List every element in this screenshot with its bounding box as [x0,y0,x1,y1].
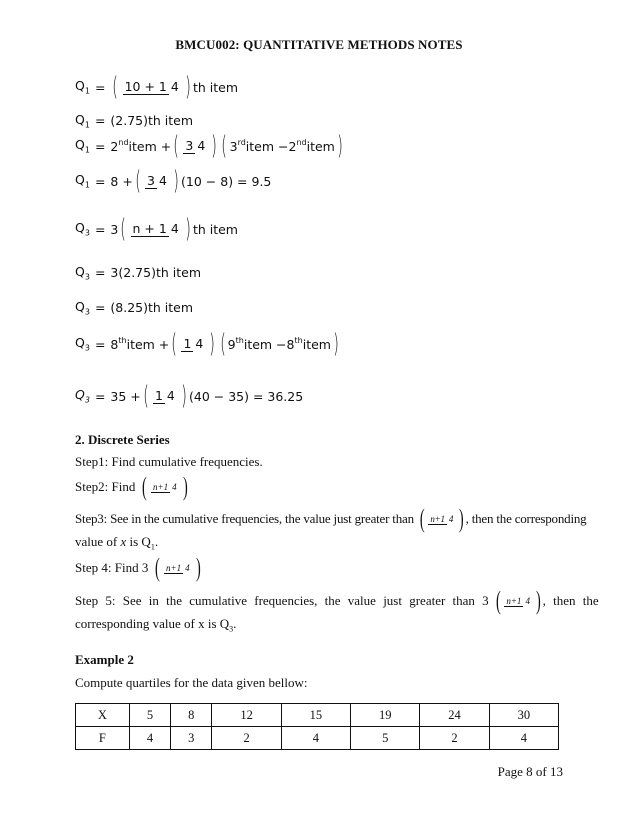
table-cell: 4 [281,727,350,750]
q3-position-value-line: $Q_3$ = (8.25)th item [75,299,194,317]
table-cell: 19 [351,704,420,727]
q1-position-line: $Q_1$ = (2.75)th item [75,112,194,130]
q3-position-line: $Q_3$ = 3(2.75)th item [75,264,201,282]
table-row [76,704,559,727]
q1-result-line: $Q_1$ = 8 + ( 3 4 ) (10 − 8) = 9.5 [75,166,272,196]
q1-formula-line: $Q_1$ = ( 10 + 1 4 ) th item [75,72,239,102]
table-cell: 12 [212,704,281,727]
step5-continuation: corresponding value of x is $Q_3$. [75,616,237,634]
q3-formula-line: $Q_3$ = 3 ( n + 1 4 ) th item [75,214,238,244]
table-cell: 2 [212,727,281,750]
table-cell: 15 [281,704,350,727]
table-cell: 5 [129,704,170,727]
table-cell: 4 [489,727,558,750]
table-row [76,727,559,750]
q3-result-line: $Q_3$ = 35 + ( 1 4 ) (40 − 35) = 36.25 [75,381,304,411]
step5-line: Step 5: See in the cumulative frequencies, the value just greater than 3 ( n+1 4 ) , then the [75,586,599,615]
table-cell: 5 [351,727,420,750]
example-heading: Example 2 [75,652,134,667]
step4-line: Step 4: Find 3 ( n+1 4 ) [75,553,201,582]
step3-line: Step3: See in the cumulative frequencies, the value just greater than ( n+1 4 ) , then the corresponding [75,504,587,533]
table-cell: 30 [489,704,558,727]
table-row-label: F [76,727,130,750]
page-header: BMCU002: QUANTITATIVE METHODS NOTES [175,37,463,52]
table-cell: 24 [420,704,489,727]
step2-line: Step2: Find ( n+1 4 ) [75,472,188,501]
example-instruction: Compute quartiles for the data given bellow: [75,675,308,690]
section-heading: 2. Discrete Series [75,432,170,447]
q3-interpolation-line: $Q_3$ = 8th item + ( 1 4 ) ( 9th item − 8th item ) [75,329,339,359]
table-cell: 8 [171,704,212,727]
table-row-label: X [76,704,130,727]
page-number: Page 8 of 13 [497,764,563,779]
step1-text: Step1: Find cumulative frequencies. [75,454,263,469]
table-cell: 4 [129,727,170,750]
q1-interpolation-line: $Q_1$ = 2nd item + ( 3 4 ) ( 3rd item − 2nd item ) [75,131,343,161]
step3-continuation: value of x is $Q_1$. [75,534,159,552]
table-cell: 2 [420,727,489,750]
table-cell: 3 [171,727,212,750]
data-table [75,703,559,750]
